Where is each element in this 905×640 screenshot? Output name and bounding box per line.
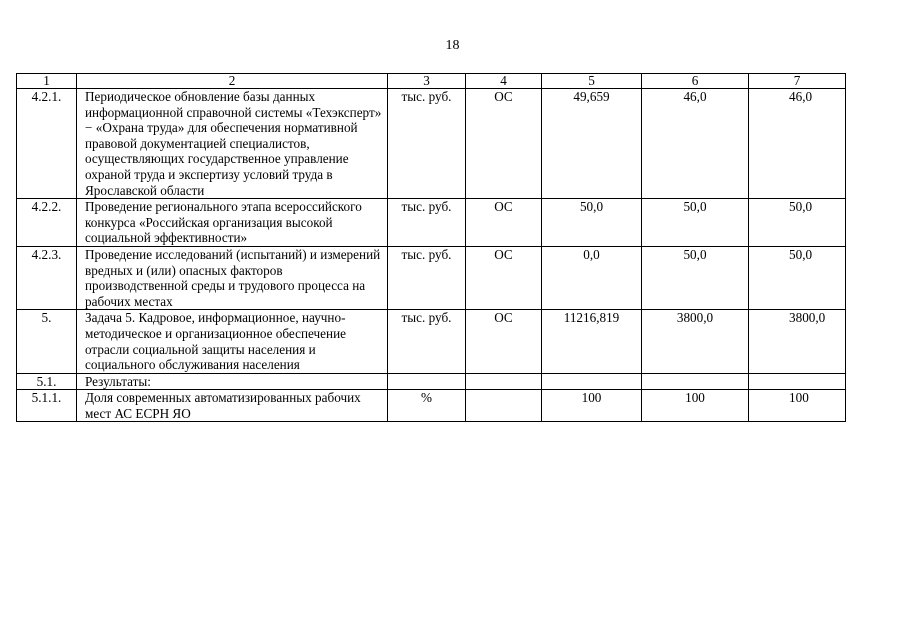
table-header-row bbox=[17, 74, 846, 89]
data-table bbox=[16, 73, 846, 422]
row-number: 4.2.3. bbox=[17, 246, 77, 309]
row-value-6: 50,0 bbox=[642, 199, 749, 247]
row-value-5 bbox=[542, 373, 642, 390]
table-row bbox=[17, 89, 846, 199]
row-source: ОС bbox=[466, 89, 542, 199]
row-value-7: 46,0 bbox=[749, 89, 846, 199]
row-value-7: 50,0 bbox=[749, 246, 846, 309]
row-value-7 bbox=[749, 373, 846, 390]
row-value-5: 11216,819 bbox=[542, 310, 642, 373]
row-value-6: 3800,0 bbox=[642, 310, 749, 373]
row-unit: тыс. руб. bbox=[388, 310, 466, 373]
header-cell-6: 6 bbox=[642, 74, 749, 89]
row-description: Доля современных автоматизированных рабочих мест АС ЕСРН ЯО bbox=[77, 390, 388, 422]
table-row bbox=[17, 310, 846, 373]
header-cell-3: 3 bbox=[388, 74, 466, 89]
header-cell-7: 7 bbox=[749, 74, 846, 89]
row-source: ОС bbox=[466, 246, 542, 309]
row-unit: тыс. руб. bbox=[388, 199, 466, 247]
row-value-6 bbox=[642, 373, 749, 390]
table-row bbox=[17, 246, 846, 309]
row-source bbox=[466, 373, 542, 390]
page-number: 18 bbox=[445, 38, 460, 53]
row-unit: тыс. руб. bbox=[388, 246, 466, 309]
row-number: 4.2.1. bbox=[17, 89, 77, 199]
row-description: Результаты: bbox=[77, 373, 388, 390]
row-source: ОС bbox=[466, 199, 542, 247]
row-value-6: 46,0 bbox=[642, 89, 749, 199]
row-description: Задача 5. Кадровое, информационное, научно-методическое и организационное обеспечение отрасли социальной защиты населения и социального обслуживания населения bbox=[77, 310, 388, 373]
row-unit: % bbox=[388, 390, 466, 422]
header-cell-2: 2 bbox=[77, 74, 388, 89]
row-value-5: 100 bbox=[542, 390, 642, 422]
row-number: 5.1.1. bbox=[17, 390, 77, 422]
row-value-5: 0,0 bbox=[542, 246, 642, 309]
row-value-7: 50,0 bbox=[749, 199, 846, 247]
row-description: Периодическое обновление базы данных информационной справочной системы «Техэксперт» − «Охрана труда» для обеспечения нормативной правовой документацией специалистов, осуществляющих государственное управление охраной труда и экспертизу условий труда в Ярославской области bbox=[77, 89, 388, 199]
row-value-7: 100 bbox=[749, 390, 846, 422]
row-value-7: 3800,0 bbox=[749, 310, 846, 373]
row-description: Проведение регионального этапа всероссийского конкурса «Российская организация высокой социальной эффективности» bbox=[77, 199, 388, 247]
row-value-5: 50,0 bbox=[542, 199, 642, 247]
row-number: 5. bbox=[17, 310, 77, 373]
table-row bbox=[17, 373, 846, 390]
header-cell-5: 5 bbox=[542, 74, 642, 89]
table-row bbox=[17, 199, 846, 247]
row-number: 5.1. bbox=[17, 373, 77, 390]
row-value-5: 49,659 bbox=[542, 89, 642, 199]
row-source bbox=[466, 390, 542, 422]
table-row bbox=[17, 390, 846, 422]
header-cell-1: 1 bbox=[17, 74, 77, 89]
row-unit: тыс. руб. bbox=[388, 89, 466, 199]
row-source: ОС bbox=[466, 310, 542, 373]
header-cell-4: 4 bbox=[466, 74, 542, 89]
row-value-6: 100 bbox=[642, 390, 749, 422]
row-unit bbox=[388, 373, 466, 390]
row-number: 4.2.2. bbox=[17, 199, 77, 247]
row-description: Проведение исследований (испытаний) и измерений вредных и (или) опасных факторов производственной среды и трудового процесса на рабочих местах bbox=[77, 246, 388, 309]
row-value-6: 50,0 bbox=[642, 246, 749, 309]
